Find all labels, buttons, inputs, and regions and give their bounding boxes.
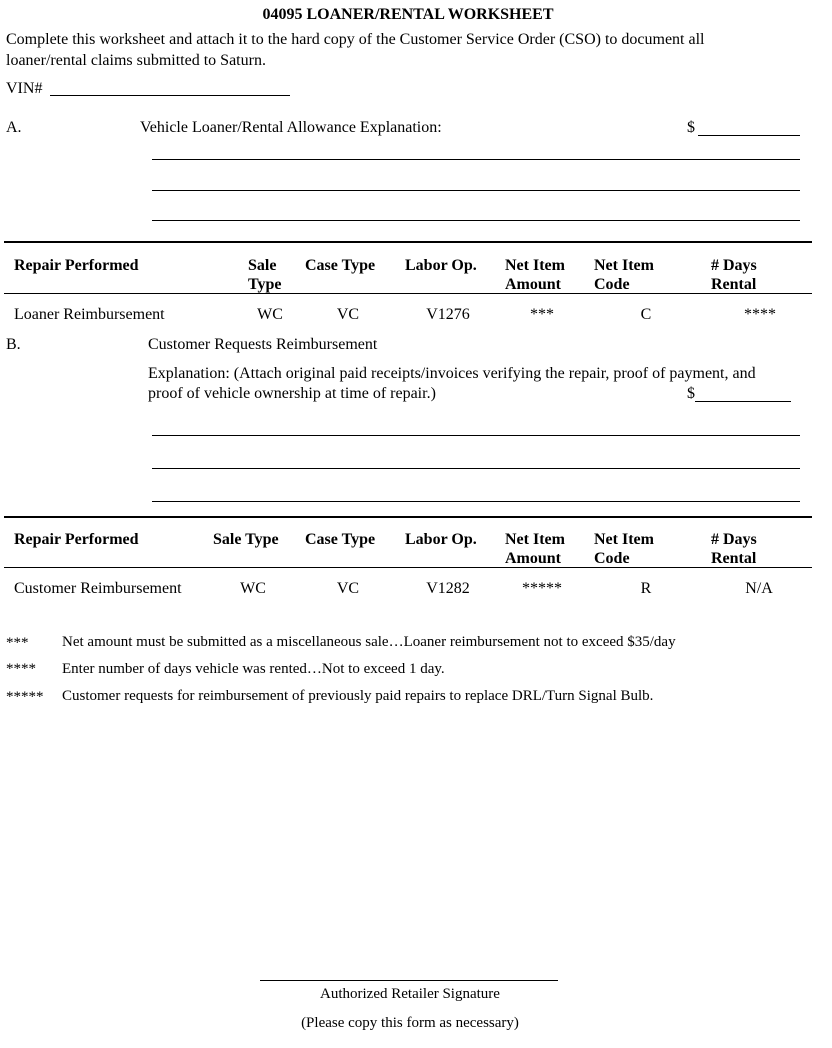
footnote-mark: *** bbox=[6, 635, 29, 651]
section-a-explanation-line-3[interactable] bbox=[152, 220, 800, 221]
page-title: 04095 LOANER/RENTAL WORKSHEET bbox=[262, 6, 554, 23]
intro-line-2: loaner/rental claims submitted to Saturn. bbox=[6, 52, 266, 69]
table-b-cell-sale-type: WC bbox=[240, 580, 266, 597]
table-b-header-case-type: Case Type bbox=[305, 531, 376, 548]
table-a-cell-sale-type: WC bbox=[257, 306, 283, 323]
intro-line-1: Complete this worksheet and attach it to the hard copy of the Customer Service Order (CSO) to document all bbox=[6, 31, 705, 48]
footnote-mark: **** bbox=[6, 661, 36, 677]
table-b-header-code: Code bbox=[594, 550, 630, 567]
table-a-header-labor-op: Labor Op. bbox=[405, 257, 477, 274]
table-a-header-net-item-2: Net Item bbox=[594, 257, 654, 274]
table-b-cell-repair: Customer Reimbursement bbox=[14, 580, 182, 597]
section-b-amount-field[interactable] bbox=[695, 401, 791, 402]
table-a-header-rental: Rental bbox=[711, 276, 757, 293]
table-b-header-amount: Amount bbox=[505, 550, 562, 567]
section-b-explanation-line-3[interactable] bbox=[152, 501, 800, 502]
vin-label: VIN# bbox=[6, 80, 43, 97]
table-a-header-code: Code bbox=[594, 276, 630, 293]
section-a-explanation-line-1[interactable] bbox=[152, 159, 800, 160]
table-b-header-days: # Days bbox=[711, 531, 757, 548]
table-a-header-sale: Sale bbox=[248, 257, 277, 274]
signature-line[interactable] bbox=[260, 980, 558, 981]
table-a-header-type: Type bbox=[248, 276, 282, 293]
section-b-heading: Customer Requests Reimbursement bbox=[148, 336, 378, 353]
table-a-cell-labor-op: V1276 bbox=[426, 306, 470, 323]
table-b-header-rule bbox=[4, 567, 812, 568]
table-b-top-rule bbox=[4, 516, 812, 518]
table-a-header-days: # Days bbox=[711, 257, 757, 274]
table-a-header-repair: Repair Performed bbox=[14, 257, 139, 274]
footnote-text: Enter number of days vehicle was rented…Not to exceed 1 day. bbox=[62, 661, 445, 677]
table-b-cell-net-amount: ***** bbox=[522, 580, 562, 597]
table-b-cell-days-rental: N/A bbox=[745, 580, 773, 597]
section-b-explanation-line-1[interactable] bbox=[152, 435, 800, 436]
section-a-explanation-line-2[interactable] bbox=[152, 190, 800, 191]
section-b-letter: B. bbox=[6, 336, 21, 353]
section-a-dollar: $ bbox=[687, 119, 695, 136]
footnote-mark: ***** bbox=[6, 689, 44, 705]
table-b-cell-net-code: R bbox=[640, 580, 652, 597]
table-a-header-amount: Amount bbox=[505, 276, 562, 293]
table-a-cell-days-rental: **** bbox=[744, 306, 776, 323]
table-a-cell-repair: Loaner Reimbursement bbox=[14, 306, 165, 323]
table-a-header-case-type: Case Type bbox=[305, 257, 376, 274]
table-b-cell-case-type: VC bbox=[336, 580, 360, 597]
table-a-header-rule bbox=[4, 293, 812, 294]
table-b-header-repair: Repair Performed bbox=[14, 531, 139, 548]
section-b-dollar: $ bbox=[687, 385, 695, 402]
table-b-header-net-item-2: Net Item bbox=[594, 531, 654, 548]
section-b-explanation-line-2[interactable] bbox=[152, 468, 800, 469]
table-b-cell-labor-op: V1282 bbox=[426, 580, 470, 597]
table-a-header-net-item: Net Item bbox=[505, 257, 565, 274]
table-b-header-labor-op: Labor Op. bbox=[405, 531, 477, 548]
section-a-amount-field[interactable] bbox=[698, 135, 800, 136]
table-b-header-sale-type: Sale Type bbox=[213, 531, 279, 548]
vin-field[interactable] bbox=[50, 95, 290, 96]
table-a-cell-net-code: C bbox=[640, 306, 652, 323]
table-b-header-rental: Rental bbox=[711, 550, 757, 567]
copy-note: (Please copy this form as necessary) bbox=[301, 1015, 519, 1031]
footnote-text: Customer requests for reimbursement of previously paid repairs to replace DRL/Turn Signal Bulb. bbox=[62, 688, 654, 704]
section-a-letter: A. bbox=[6, 119, 22, 136]
footnote-text: Net amount must be submitted as a miscellaneous sale…Loaner reimbursement not to exceed $35/day bbox=[62, 634, 676, 650]
table-a-cell-case-type: VC bbox=[336, 306, 360, 323]
section-b-explanation-2: proof of vehicle ownership at time of repair.) bbox=[148, 385, 436, 402]
section-a-heading: Vehicle Loaner/Rental Allowance Explanation: bbox=[140, 119, 442, 136]
table-a-top-rule bbox=[4, 241, 812, 243]
table-a-cell-net-amount: *** bbox=[530, 306, 554, 323]
signature-label: Authorized Retailer Signature bbox=[320, 986, 500, 1002]
table-b-header-net-item: Net Item bbox=[505, 531, 565, 548]
section-b-explanation-1: Explanation: (Attach original paid receipts/invoices verifying the repair, proof of payment, and bbox=[148, 365, 756, 382]
